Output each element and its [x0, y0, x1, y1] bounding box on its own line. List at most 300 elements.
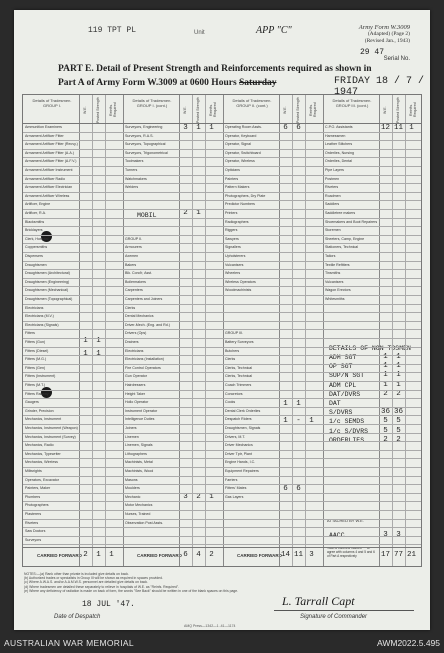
row-label: Coach Trimmers — [225, 383, 252, 387]
col-head-required-3: Reinfts. Required — [309, 102, 317, 118]
details-line-value: 1 — [396, 362, 401, 371]
row-label: Watchmakers — [125, 176, 147, 181]
attached-line-label: AACC — [329, 532, 345, 539]
grid-hline — [23, 501, 421, 502]
row-label: Vulcanisers — [225, 262, 244, 267]
cf-value: 1 — [96, 551, 101, 559]
row-label: Riveters — [325, 185, 339, 190]
row-label: Equipment Repairers — [225, 469, 259, 473]
row-label: Clerks — [125, 305, 136, 310]
details-line-value: 2 — [396, 389, 401, 398]
row-label: Postmen — [325, 176, 340, 181]
details-line-value: 2 — [383, 389, 388, 398]
row-label: Boilermakers — [125, 279, 146, 284]
archive-name: AUSTRALIAN WAR MEMORIAL — [4, 638, 134, 648]
row-label: Operators, Excavator — [25, 477, 59, 482]
row-label: Photographers, Dry Plate — [225, 193, 266, 198]
strength-table — [22, 94, 422, 567]
grid-hline — [23, 166, 421, 167]
row-label: Engine Hands, I.C. — [225, 460, 256, 465]
row-label: Woodmachinists — [225, 288, 252, 293]
val-surveyors-we: 3 — [183, 124, 188, 132]
form-name: Army Form W.3009 — [358, 24, 410, 31]
col-head-posted: Posted Strength — [96, 97, 100, 123]
row-label: Plumbers — [25, 494, 41, 499]
col-head-posted-3: Posted Strength — [296, 97, 300, 123]
row-label: Roadmen — [325, 193, 341, 198]
cf-value: 3 — [309, 551, 314, 559]
row-label: Leather Stitchers — [325, 142, 353, 147]
grid-hline — [23, 321, 421, 322]
row-label: Draughtsmen (Architectural) — [25, 271, 70, 276]
grid-hline — [23, 407, 421, 408]
grid-hline — [23, 329, 421, 330]
commander-signature: L. Tarrall Capt — [282, 594, 355, 608]
row-label: Armament Artificer Electrician — [25, 185, 73, 190]
row-label: Mechanics, Wireless — [25, 460, 58, 465]
title-hand-date: FRIDAY 18 / 7 / 1947 — [334, 76, 425, 98]
row-label: Saw Doctors — [25, 529, 46, 534]
grid-hline — [23, 252, 421, 253]
row-label: Joiners — [125, 426, 137, 430]
details-line-value: 1 — [396, 353, 401, 361]
val-fitters-posted: 1 — [96, 337, 101, 345]
row-label: Moulders — [125, 486, 140, 491]
row-label: Tailors — [325, 254, 336, 258]
details-line-value: 1 — [383, 353, 388, 361]
cf-value: 2 — [83, 551, 88, 559]
details-line-label: ORDERLIES — [329, 436, 365, 444]
row-label: Turners — [125, 168, 138, 172]
val-surveyors-req: 1 — [209, 124, 214, 132]
row-label: Fitters (Diesel) — [25, 348, 49, 353]
grid-hline — [23, 467, 421, 468]
row-label: Farriers — [225, 477, 238, 482]
row-label: Axemen — [125, 254, 139, 258]
cf-total-note: Total of columns marked "*" to agree with columns 4 and 5 and 6 of Part A respectively — [327, 547, 375, 558]
row-label: Fitters (Gun) — [25, 340, 46, 344]
row-label: Gun Operator — [125, 374, 147, 379]
signature-line — [274, 610, 414, 611]
val-mobil-we: 2 — [183, 209, 188, 217]
details-line-label: ADM CPL — [329, 381, 357, 389]
row-label: Fitters — [25, 331, 35, 336]
col-head-group3-cont: Details of Tradesmen. GROUP III. (cont.) — [332, 98, 372, 108]
col-head-we-4: W.E. — [383, 106, 387, 114]
cf-value: 6 — [183, 551, 188, 559]
grid-hline — [23, 235, 421, 236]
grid-hline — [23, 381, 421, 382]
row-label: Fitters (M.G.) — [25, 357, 47, 362]
details-line-label: OP SGT — [329, 363, 353, 371]
row-label: Riggers — [225, 228, 238, 233]
grid-hline — [23, 338, 421, 339]
details-line-value: 5 — [396, 417, 401, 426]
row-label: Sheeters, Camp, Engine — [325, 236, 365, 241]
row-label: Battery Surveyors — [225, 340, 254, 344]
grid-header-line — [23, 123, 421, 124]
col-head-posted-4: Posted Strength — [396, 97, 400, 123]
row-label: Armament Artificer Radio — [25, 176, 65, 181]
val-operating-posted: 6 — [296, 124, 301, 132]
row-label: Mechanic — [125, 494, 141, 499]
grid-hline — [23, 527, 421, 528]
row-label: Surveyors, Engineering — [125, 125, 163, 129]
details-line-label: ADM SGT — [329, 354, 357, 361]
val-fitters-we: 1 — [83, 337, 88, 345]
col-head-required: Reinfts. Required — [109, 102, 117, 118]
val-drvmech-posted: 6 — [296, 485, 301, 493]
row-label: Armourers — [125, 245, 142, 250]
row-label: Whitesmiths — [325, 297, 345, 301]
archive-id: AWM2022.5.495 — [377, 638, 440, 648]
row-label: Electricians (Installation) — [125, 357, 164, 362]
grid-hline — [23, 175, 421, 176]
val-mech-posted: 2 — [196, 493, 201, 501]
row-label: Ammunition Examiners — [25, 125, 62, 129]
row-label: Driver-Mech. (Eng. and Rd.) — [125, 322, 170, 327]
row-label: Clerks, Technical — [225, 365, 253, 370]
row-label: Observation Post Assts. — [125, 520, 164, 525]
grid-hline — [23, 209, 421, 210]
row-label: GROUP III. — [225, 331, 244, 336]
row-label: Concretors — [225, 391, 243, 396]
form-page — [14, 10, 430, 630]
title-line2 — [58, 78, 277, 88]
grid-hline — [23, 433, 421, 434]
row-label: Orderlies, Dental — [325, 159, 352, 164]
grid-hline — [23, 347, 421, 348]
details-line-value: 1 — [383, 371, 388, 380]
row-label: Predictor Numbers — [225, 202, 255, 207]
row-label: Welders — [125, 185, 139, 190]
grid-hline — [23, 424, 421, 425]
row-label: Electricians — [25, 305, 44, 310]
row-label: Masons — [125, 477, 138, 482]
row-label: Linemen — [125, 434, 139, 439]
grid-hline — [23, 149, 421, 150]
row-label: Orderlies, Nursing — [325, 150, 354, 155]
row-label: Machinists, Wood — [125, 469, 154, 473]
row-label: Draughtsmen (Mechanical) — [25, 288, 69, 293]
grid-hline — [23, 192, 421, 193]
cf-label-3: CARRIED FORWARD — [237, 553, 282, 558]
row-label: Drainers — [125, 340, 139, 344]
details-header: DETAILS OF NON TDSMEN — [329, 345, 411, 352]
title-line1: PART E. Detail of Present Strength and Reinforcements required as shown in — [58, 64, 372, 74]
row-label: Surveyors, R.A.S. — [125, 133, 154, 138]
details-line-value: 36 — [393, 408, 403, 417]
row-label: Radiographers — [225, 219, 249, 224]
row-label: Wagon Erectors — [325, 288, 351, 293]
grid-hline — [23, 243, 421, 244]
grid-hline — [23, 286, 421, 287]
row-label: Saddlers — [325, 202, 340, 207]
details-line-value: 2 — [383, 435, 388, 444]
row-label: Bricklayers — [25, 228, 43, 233]
grid-hline — [23, 183, 421, 184]
row-label: Driver Tptr, Plant — [225, 451, 252, 456]
grid-hline — [23, 484, 421, 485]
details-line-value: 36 — [380, 408, 390, 417]
col-head-group1-cont: Details of Tradesmen. GROUP I. (cont.) — [132, 98, 172, 108]
grid-hline — [23, 450, 421, 451]
row-label: Riveters — [25, 520, 39, 525]
row-label: C.P.O. Assistants — [325, 125, 353, 129]
col-head-we-3: W.E. — [283, 106, 287, 114]
attached-posted: 3 — [396, 531, 401, 539]
row-label: Plasterers — [25, 512, 42, 516]
val-clerks-tech-posted: - — [296, 417, 301, 425]
row-label: Upholsterers — [225, 254, 246, 258]
row-label: Photographers — [25, 503, 49, 508]
row-label: Sawyers — [225, 236, 239, 241]
details-line-value: 1 — [383, 362, 388, 371]
row-label: Mechanics, Typewriter — [25, 451, 61, 456]
val-drvmech-we: 6 — [283, 485, 288, 493]
row-label: Electricians (Signals) — [25, 322, 59, 327]
val-cpo-posted: 11 — [393, 124, 403, 132]
cf-value: 21 — [406, 551, 416, 559]
row-label: Draughtsmen — [25, 262, 47, 267]
grid-hline — [23, 200, 421, 201]
details-line-value: 1 — [383, 380, 388, 389]
row-label: Operator, Signal — [225, 142, 251, 147]
cf-value: 1 — [109, 551, 114, 559]
val-clerks-we: 1 — [283, 400, 288, 408]
row-label: Toolmakers — [125, 159, 144, 164]
row-label: Operator, Switchboard — [225, 150, 261, 155]
row-label: Butchers — [225, 348, 240, 353]
cf-label-2: CARRIED FORWARD — [137, 553, 182, 558]
val-mech-req: 1 — [209, 493, 214, 501]
col-head-group2-cont: Details of Tradesmen. GROUP II. (cont.) — [232, 98, 272, 108]
grid-hline — [23, 398, 421, 399]
col-head-we-2: W.E. — [183, 106, 187, 114]
row-label: Mechanics, Instrument (Weapon) — [25, 426, 78, 430]
row-label: Painters, Maker — [25, 486, 51, 491]
row-label: Clerks, Technical — [225, 374, 253, 379]
grid-hline — [23, 510, 421, 511]
details-line-value: 5 — [396, 426, 401, 435]
row-label: Fitters (M.T.) — [25, 383, 46, 387]
details-line-label: SUP/N SGT — [329, 372, 365, 380]
note-line: (e) Where any deficiency of radiation is made on back of form, the words "See Back" should be written in one of the blank spaces on this page. — [24, 588, 239, 593]
row-label: Wireless Operators — [225, 279, 256, 284]
cf-value: 14 — [280, 551, 290, 559]
serial-label: Serial No. — [383, 56, 410, 62]
row-label: Intelligence Duties — [125, 417, 155, 422]
row-label: Millwrights — [25, 469, 42, 473]
row-label: Blacksmiths — [25, 219, 45, 224]
row-label: Dental Mechanics — [125, 314, 154, 319]
row-label: Electricians (M.V.) — [25, 314, 54, 319]
note-line: NOTES:—(a) Rank other than private is included give details on back. — [24, 572, 129, 576]
note-line: (b) Authorized trades or specialists in Group III will be shown as required in spaces provided. — [24, 576, 163, 581]
row-label: Armament Artificer Fitter (A.F.V.) — [25, 159, 77, 164]
row-label: Surveyors, Topographical — [125, 142, 166, 147]
grid-hline — [23, 493, 421, 494]
row-label: Printers — [225, 211, 238, 215]
row-label: Armament Artificer Wireless — [25, 193, 70, 198]
row-label: Instrument Operator — [125, 408, 158, 413]
row-label: Pipe Layers — [325, 168, 344, 172]
row-label: Lithographers — [125, 451, 147, 456]
row-label: Operator, Wireless — [225, 159, 255, 164]
row-label: Dental Clerk Orderlies — [225, 408, 261, 413]
details-line-label: 1/c SEMDS — [329, 418, 365, 426]
title-line2-text: Part A of Army Form W.3009 at 0600 Hours — [58, 78, 237, 88]
row-label: Fitters Railway — [25, 391, 49, 396]
details-line-label: DAT/DVRS — [329, 390, 361, 398]
row-label: Operator, Keyboard — [225, 133, 257, 138]
row-label: Nurses, Trained — [125, 512, 151, 516]
row-label: Wheelers — [225, 271, 241, 276]
form-revised: (Revised Jan., 1943) — [364, 38, 410, 44]
attached-label: ATTACHED BY W.E. — [327, 518, 364, 523]
row-label: Artificer, Engine — [25, 202, 51, 207]
row-label: Armament Artificer Fitter (Recvy.) — [25, 142, 78, 147]
val-clerks-posted: 1 — [296, 400, 301, 408]
row-label: Pattern Makers — [225, 185, 250, 190]
row-label: Textile Refitters — [325, 262, 350, 267]
row-label: Drivers, M.T. — [225, 434, 246, 439]
grid-hline — [23, 278, 421, 279]
row-label: Mechanics, Instrument (Survey) — [25, 434, 76, 439]
despatch-date: 18 JUL '47. — [82, 600, 135, 609]
cf-value: 11 — [293, 551, 303, 559]
details-line-value: 2 — [396, 435, 401, 444]
grid-hline — [23, 140, 421, 141]
grid-hline — [23, 441, 421, 442]
row-label: Fire Control Operators — [125, 365, 161, 370]
grid-hline — [23, 536, 421, 537]
row-label: Grinder, Precision — [25, 408, 54, 413]
val-mobil-posted: 1 — [196, 209, 201, 217]
grid-hline — [23, 372, 421, 373]
title-struck-word: Saturday — [239, 78, 277, 88]
row-label: Dispensers — [25, 254, 43, 258]
row-label: Electricians — [125, 348, 144, 353]
row-label: Hollo Operator — [125, 400, 149, 405]
col-head-posted-2: Posted Strength — [196, 97, 200, 123]
grid-hline — [23, 226, 421, 227]
notes-block — [24, 572, 419, 593]
val-elec-mv-we: 1 — [83, 350, 88, 358]
row-label: Fitters' Mates — [225, 486, 247, 491]
row-label: Draughtsmen (Topographical) — [25, 297, 73, 301]
val-clerks-tech-req: 1 — [309, 417, 314, 425]
row-label: Operating Room Assts. — [225, 125, 262, 129]
col-head-required-2: Reinfts. Required — [209, 102, 217, 118]
cf-label-1: CARRIED FORWARD — [37, 553, 82, 558]
row-label: Linemen, Signals — [125, 443, 153, 448]
row-label: Gas Layers — [225, 494, 244, 499]
row-label: Surveyors, Trigonometrical — [125, 150, 168, 155]
printer-line: AMQ Press—1342—1..41—1174 — [184, 624, 236, 628]
grid-hline — [23, 261, 421, 262]
row-label: Drivers (Ops) — [125, 331, 147, 336]
details-line-value: 5 — [383, 426, 388, 435]
grid-hline — [23, 355, 421, 356]
row-label: Blk. Cond'r, Asst. — [125, 271, 153, 276]
grid-hline — [23, 132, 421, 133]
note-line: (c) Where A.W.A.S. and/or A.A.M.W.S. personnel are detailed give details on back. — [24, 580, 149, 585]
row-label: Draughtsmen, Signals — [225, 426, 261, 430]
grid-hline — [23, 415, 421, 416]
details-line-value: 1 — [396, 380, 401, 389]
row-label: Armament Artificer Fitter (A.A.) — [25, 150, 74, 155]
form-id — [359, 24, 410, 45]
row-label: Signallers — [225, 245, 241, 250]
row-label: Storemen — [325, 228, 341, 233]
hand-mobil: MOBIL — [137, 212, 157, 219]
details-line-label: 1/c S/DVRS — [329, 427, 369, 435]
row-label: Mechanics, Radio — [25, 443, 54, 448]
grid-hline — [23, 458, 421, 459]
row-label: Stationers, Technical — [325, 245, 359, 250]
row-label: Clerks — [225, 357, 236, 362]
row-label: Draughtsmen (Engineering) — [25, 279, 70, 284]
details-line-value: 1 — [396, 371, 401, 380]
row-label: Mechanics, Instrument — [25, 417, 62, 422]
row-label: Despatch Riders — [225, 417, 252, 422]
row-label: Saddletree makers — [325, 211, 356, 215]
val-clerks-tech-we: 1 — [283, 417, 288, 425]
despatch-label: Date of Despatch — [54, 614, 101, 620]
attached-we: 3 — [383, 531, 388, 539]
grid-hline — [23, 476, 421, 477]
val-surveyors-posted: 1 — [196, 124, 201, 132]
app-note: APP "C" — [256, 25, 292, 36]
grid-hline — [23, 269, 421, 270]
cf-value: 77 — [393, 551, 403, 559]
row-label: Vulcanisers — [325, 279, 344, 284]
row-label: Carpenters — [125, 288, 143, 293]
val-elec-mv-posted: 1 — [96, 350, 101, 358]
row-label: Surveyors — [25, 537, 42, 542]
grid-hline — [23, 364, 421, 365]
val-cpo-req: 1 — [409, 124, 414, 132]
row-label: Hairdressers — [125, 383, 146, 387]
row-label: Armament Artificer Instrument — [25, 168, 73, 172]
row-label: Shoemakers and Boot Repairers — [325, 219, 378, 224]
row-label: Clerk, Hospital — [25, 236, 49, 241]
grid-hline — [23, 519, 421, 520]
row-label: Opticians — [225, 168, 240, 172]
row-label: Fitters (Instrument) — [25, 374, 56, 379]
row-label: Armament Artificer Fitter — [25, 133, 64, 138]
grid-hline — [23, 157, 421, 158]
row-label: Coppersmiths — [25, 245, 48, 250]
col-head-we: W.E. — [83, 106, 87, 114]
unit-label: Unit — [194, 30, 205, 36]
val-cpo-we: 12 — [380, 124, 390, 132]
grid-cf-line — [23, 547, 421, 548]
form-adapted: (Adapted) (Page 2) — [367, 31, 410, 37]
grid-hline — [23, 218, 421, 219]
row-label: GROUP II. — [125, 236, 143, 241]
cf-value: 17 — [380, 551, 390, 559]
val-mech-we: 3 — [183, 493, 188, 501]
grid-hline — [23, 304, 421, 305]
grid-hline — [23, 312, 421, 313]
cf-value: 4 — [196, 551, 201, 559]
grid-hline — [23, 295, 421, 296]
row-label: Cooks — [225, 400, 236, 405]
row-label: Machinists, Metal — [125, 460, 153, 465]
row-label: Artificer, R.A. — [25, 211, 46, 215]
